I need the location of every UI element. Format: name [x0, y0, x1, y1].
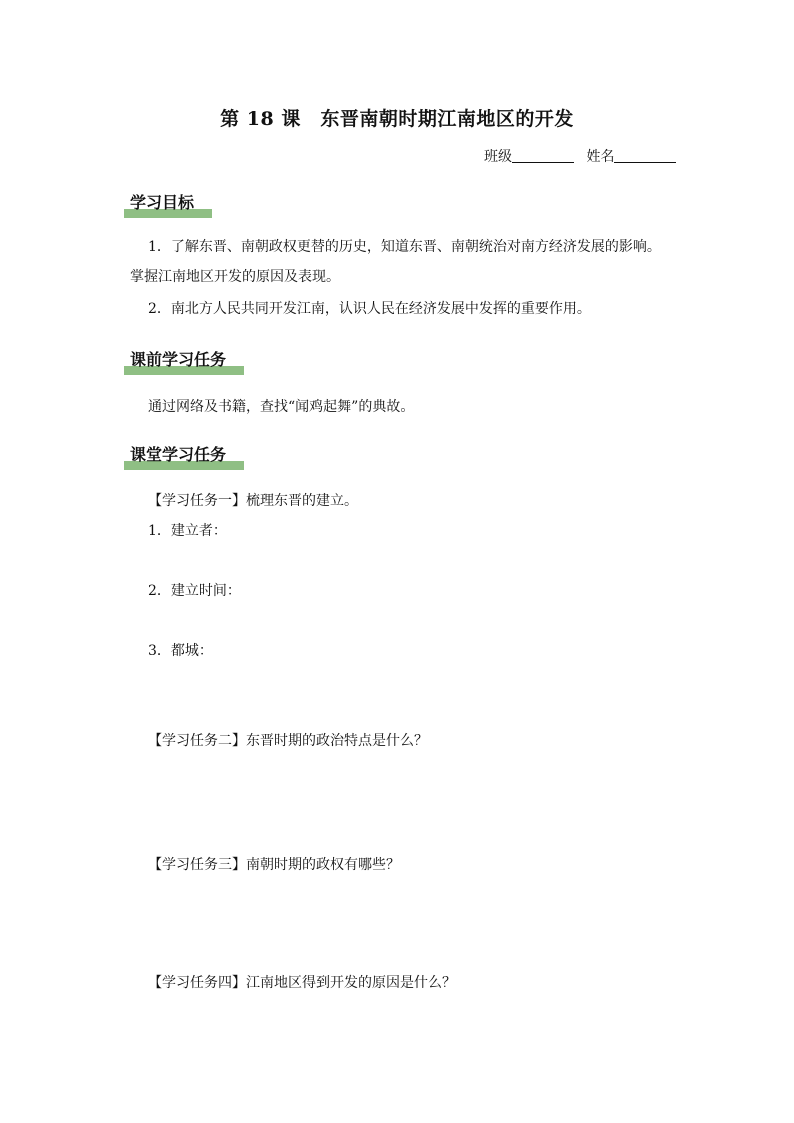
- task2: 【学习任务二】东晋时期的政治特点是什么？: [148, 733, 428, 749]
- objective-item-1: 1．了解东晋、南朝政权更替的历史，知道东晋、南朝统治对南方经济发展的影响。掌握江南地区开发的原因及表现。: [130, 239, 661, 285]
- task1-item-3: 3．都城：: [148, 643, 213, 659]
- section-heading-text: 课前学习任务: [130, 350, 227, 369]
- section-heading-text: 课堂学习任务: [130, 445, 227, 464]
- task3: 【学习任务三】南朝时期的政权有哪些？: [148, 857, 400, 873]
- page-title: 第 18 课 东晋南朝时期江南地区的开发: [220, 108, 574, 130]
- objective-item-2: 2．南北方人民共同开发江南，认识人民在经济发展中发挥的重要作用。: [148, 301, 591, 317]
- section-heading-objectives: [124, 194, 194, 218]
- name-label: 姓名: [586, 149, 615, 165]
- pre-class-task: 通过网络及书籍，查找“闻鸡起舞”的典故。: [148, 399, 415, 415]
- task1-item-1: 1．建立者：: [148, 523, 227, 539]
- task1-item-2: 2．建立时间：: [148, 583, 241, 599]
- task1-title: 【学习任务一】梳理东晋的建立。: [148, 493, 358, 509]
- section-heading-pre-class: [124, 351, 226, 375]
- section-heading-in-class: [124, 446, 226, 470]
- class-label: 班级: [484, 149, 512, 165]
- name-blank[interactable]: [614, 148, 676, 163]
- task4: 【学习任务四】江南地区得到开发的原因是什么？: [148, 975, 456, 991]
- class-name-fields: [484, 146, 676, 166]
- section-heading-text: 学习目标: [130, 193, 195, 212]
- class-blank[interactable]: [512, 148, 574, 163]
